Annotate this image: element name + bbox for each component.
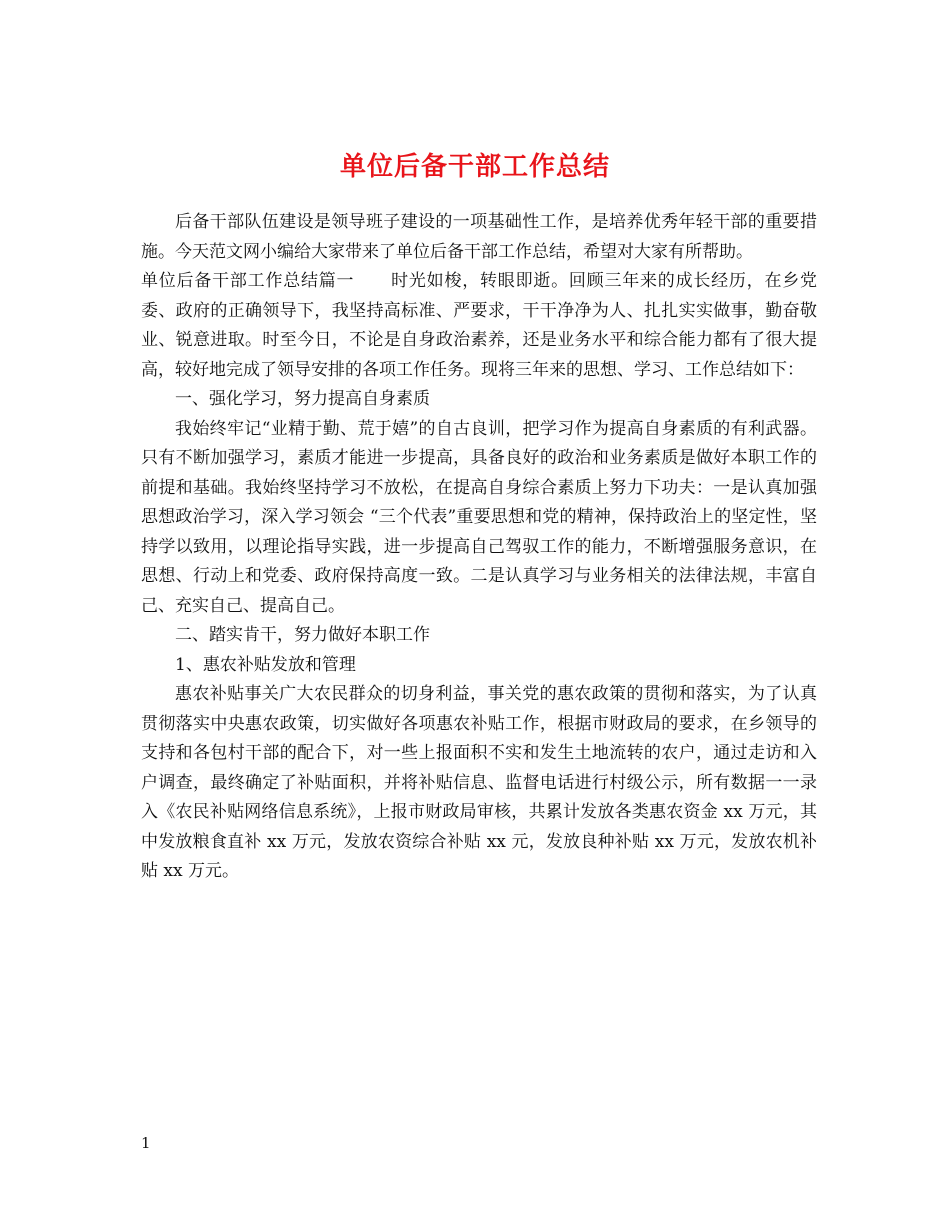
section-label: 单位后备干部工作总结篇一 <box>141 271 355 291</box>
heading-strengthen-study: 一、强化学习，努力提高自身素质 <box>175 389 430 409</box>
section-one-paragraph <box>141 267 817 385</box>
intro-paragraph: 后备干部队伍建设是领导班子建设的一项基础性工作，是培养优秀年轻干部的重要措施。今天范文网小编给大家带来了单位后备干部工作总结，希望对大家有所帮助。 <box>141 212 817 262</box>
subheading-subsidy: 1、惠农补贴发放和管理 <box>175 654 356 675</box>
heading-work-hard: 二、踏实肯干，努力做好本职工作 <box>175 625 430 645</box>
section-text: 时光如梭，转眼即逝。回顾三年来的成长经历，在乡党委、政府的正确领导下，我坚持高标准、严要求，干干净净为人、扎扎实实做事，勤奋敬业、锐意进取。时至今日，不论是自身政治素养，还是业务水平和综合能力都有了很大提高，较好地完成了领导安排的各项工作任务。现将三年来的思想、学习、工作总结如下： <box>141 271 818 380</box>
page-number: 1 <box>141 1134 151 1152</box>
subsidy-paragraph: 惠农补贴事关广大农民群众的切身利益，事关党的惠农政策的贯彻和落实，为了认真贯彻落实中央惠农政策，切实做好各项惠农补贴工作，根据市财政局的要求，在乡领导的支持和各包村干部的配合下，对一些上报面积不实和发生土地流转的农户，通过走访和入户调查，最终确定了补贴面积，并将补贴信息、监督电话进行村级公示，所有数据一一录入《农民补贴网络信息系统》，上报市财政局审核，共累计发放各类惠农资金 xx 万元，其中发放粮食直补 xx 万元，发放农资综合补贴 xx 元，发放良种补贴 xx 万元，发放农机补贴 xx 万元。 <box>141 684 817 881</box>
document-body <box>141 208 817 887</box>
study-paragraph: 我始终牢记“业精于勤、荒于嬉”的自古良训，把学习作为提高自身素质的有利武器。只有不断加强学习，素质才能进一步提高，具备良好的政治和业务素质是做好本职工作的前提和基础。我始终坚持学习不放松，在提高自身综合素质上努力下功夫：一是认真加强思想政治学习，深入学习领会 “三个代表”重要思想和党的精神，保持政治上的坚定性，坚持学以致用，以理论指导实践，进一步提高自己驾驭工作的能力，不断增强服务意识，在思想、行动上和党委、政府保持高度一致。二是认真学习与业务相关的法律法规，丰富自己、充实自己、提高自己。 <box>141 418 817 616</box>
document-title: 单位后备干部工作总结 <box>339 152 610 183</box>
